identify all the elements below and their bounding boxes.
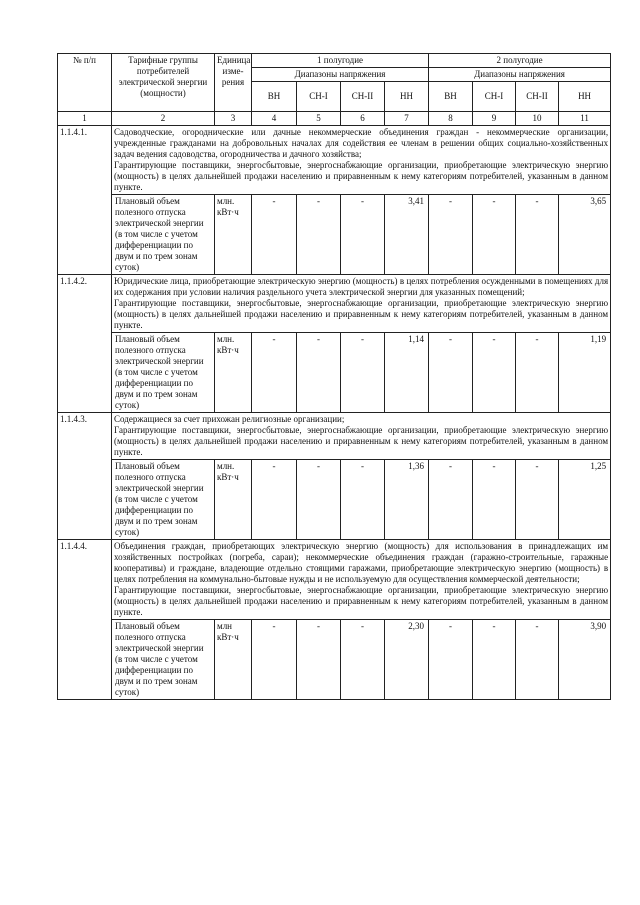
header-voltage: НН <box>385 82 429 112</box>
header-unit: Единица изме-рения <box>215 54 252 112</box>
header-number: № п/п <box>58 54 112 112</box>
header-ranges-2: Диапазоны напряжения <box>429 68 611 82</box>
column-index: 3 <box>215 112 252 126</box>
section-code: 1.1.4.1. <box>58 126 112 275</box>
unit-cell: млн. кВт·ч <box>215 333 252 413</box>
column-index: 8 <box>429 112 473 126</box>
value-cell: - <box>473 195 516 275</box>
planned-volume-row <box>58 460 611 540</box>
value-cell: - <box>341 620 385 700</box>
column-index: 7 <box>385 112 429 126</box>
value-cell: - <box>252 620 297 700</box>
value-cell: - <box>252 333 297 413</box>
description-paragraph: Содержащиеся за счет прихожан религиозные организации; <box>114 414 345 424</box>
unit-cell: млн. кВт·ч <box>215 195 252 275</box>
section-description <box>112 413 611 460</box>
description-paragraph: Гарантирующие поставщики, энергосбытовые, энергоснабжающие организации, приобретающие электрическую энергию (мощность) в целях дальнейшей продажи населению и приравненным к нему категориям потребителей, указанным в данном пункте. <box>114 585 609 617</box>
section-description-row <box>58 275 611 333</box>
column-index: 2 <box>112 112 215 126</box>
column-index: 1 <box>58 112 112 126</box>
value-cell: 1,14 <box>385 333 429 413</box>
value-cell: - <box>516 460 559 540</box>
value-cell: - <box>252 460 297 540</box>
description-paragraph: Гарантирующие поставщики, энергосбытовые, энергоснабжающие организации, приобретающие электрическую энергию (мощность) в целях дальнейшей продажи населению и приравненным к нему категориям потребителей, указанным в данном пункте. <box>114 425 609 457</box>
value-cell: - <box>473 620 516 700</box>
header-voltage: СН-II <box>341 82 385 112</box>
header-voltage: СН-II <box>516 82 559 112</box>
header-voltage: ВН <box>252 82 297 112</box>
unit-cell: млн. кВт·ч <box>215 460 252 540</box>
description-paragraph: Юридические лица, приобретающие электрическую энергию (мощность) в целях потребления осужденными в помещениях для их содержания при условии наличия раздельного учета электрической энергии для указанных помещений; <box>114 276 609 297</box>
tariff-table <box>57 53 611 700</box>
planned-volume-label: Плановый объем полезного отпуска электрической энергии (в том числе с учетом дифференциации по двум и по трем зонам суток) <box>112 620 215 700</box>
value-cell: - <box>341 333 385 413</box>
description-paragraph: Гарантирующие поставщики, энергосбытовые, энергоснабжающие организации, приобретающие электрическую энергию (мощность) в целях дальнейшей продажи населению и приравненным к нему категориям потребителей, указанным в данном пункте. <box>114 160 609 192</box>
value-cell: 3,41 <box>385 195 429 275</box>
section-description <box>112 126 611 195</box>
column-index: 6 <box>341 112 385 126</box>
section-code: 1.1.4.4. <box>58 540 112 700</box>
value-cell: - <box>297 620 341 700</box>
value-cell: - <box>341 195 385 275</box>
value-cell: - <box>473 333 516 413</box>
value-cell: - <box>297 195 341 275</box>
value-cell: - <box>252 195 297 275</box>
value-cell: - <box>516 620 559 700</box>
description-paragraph: Гарантирующие поставщики, энергосбытовые, энергоснабжающие организации, приобретающие электрическую энергию (мощность) в целях дальнейшей продажи населению и приравненным к нему категориям потребителей, указанным в данном пункте. <box>114 298 609 330</box>
section-description-row <box>58 413 611 460</box>
description-paragraph: Объединения граждан, приобретающих электрическую энергию (мощность) для использования в принадлежащих им хозяйственных постройках (погреба, сараи); некоммерческие объединения граждан (гаражно-строительные, гаражные кооперативы) и граждане, владеющие отдельно стоящими гаражами, приобретающие электрическую энергию (мощность) в целях потребления на коммунально-бытовые нужды и не используемую для осуществления коммерческой деятельности; <box>114 541 609 584</box>
value-cell: - <box>429 195 473 275</box>
header-half-2: 2 полугодие <box>429 54 611 68</box>
section-description <box>112 275 611 333</box>
column-index: 10 <box>516 112 559 126</box>
section-description-row <box>58 126 611 195</box>
planned-volume-row <box>58 333 611 413</box>
value-cell: - <box>473 460 516 540</box>
value-cell: 1,36 <box>385 460 429 540</box>
header-voltage: СН-I <box>473 82 516 112</box>
column-index: 5 <box>297 112 341 126</box>
value-cell: - <box>429 460 473 540</box>
header-half-1: 1 полугодие <box>252 54 429 68</box>
value-cell: 1,19 <box>559 333 611 413</box>
column-index: 4 <box>252 112 297 126</box>
column-index: 11 <box>559 112 611 126</box>
header-groups: Тарифные группы потребителей электрической энергии (мощности) <box>112 54 215 112</box>
header-voltage: ВН <box>429 82 473 112</box>
planned-volume-label: Плановый объем полезного отпуска электрической энергии (в том числе с учетом дифференциации по двум и по трем зонам суток) <box>112 460 215 540</box>
planned-volume-label: Плановый объем полезного отпуска электрической энергии (в том числе с учетом дифференциации по двум и по трем зонам суток) <box>112 195 215 275</box>
value-cell: - <box>516 333 559 413</box>
header-voltage: СН-I <box>297 82 341 112</box>
column-index: 9 <box>473 112 516 126</box>
value-cell: 1,25 <box>559 460 611 540</box>
section-code: 1.1.4.3. <box>58 413 112 540</box>
value-cell: 2,30 <box>385 620 429 700</box>
value-cell: 3,65 <box>559 195 611 275</box>
value-cell: - <box>429 333 473 413</box>
value-cell: 3,90 <box>559 620 611 700</box>
value-cell: - <box>516 195 559 275</box>
value-cell: - <box>297 460 341 540</box>
value-cell: - <box>429 620 473 700</box>
header-ranges-1: Диапазоны напряжения <box>252 68 429 82</box>
section-description <box>112 540 611 620</box>
planned-volume-row <box>58 195 611 275</box>
value-cell: - <box>297 333 341 413</box>
section-description-row <box>58 540 611 620</box>
value-cell: - <box>341 460 385 540</box>
planned-volume-label: Плановый объем полезного отпуска электрической энергии (в том числе с учетом дифференциации по двум и по трем зонам суток) <box>112 333 215 413</box>
description-paragraph: Садоводческие, огороднические или дачные некоммерческие объединения граждан - некоммерческие организации, учрежденные гражданами на добровольных началах для содействия ее членам в решении общих социально-хозяйственных задач ведения садоводства, огородничества и дачного хозяйства; <box>114 127 609 159</box>
unit-cell: млн кВт·ч <box>215 620 252 700</box>
section-code: 1.1.4.2. <box>58 275 112 413</box>
header-voltage: НН <box>559 82 611 112</box>
planned-volume-row <box>58 620 611 700</box>
column-index-row <box>58 112 611 126</box>
